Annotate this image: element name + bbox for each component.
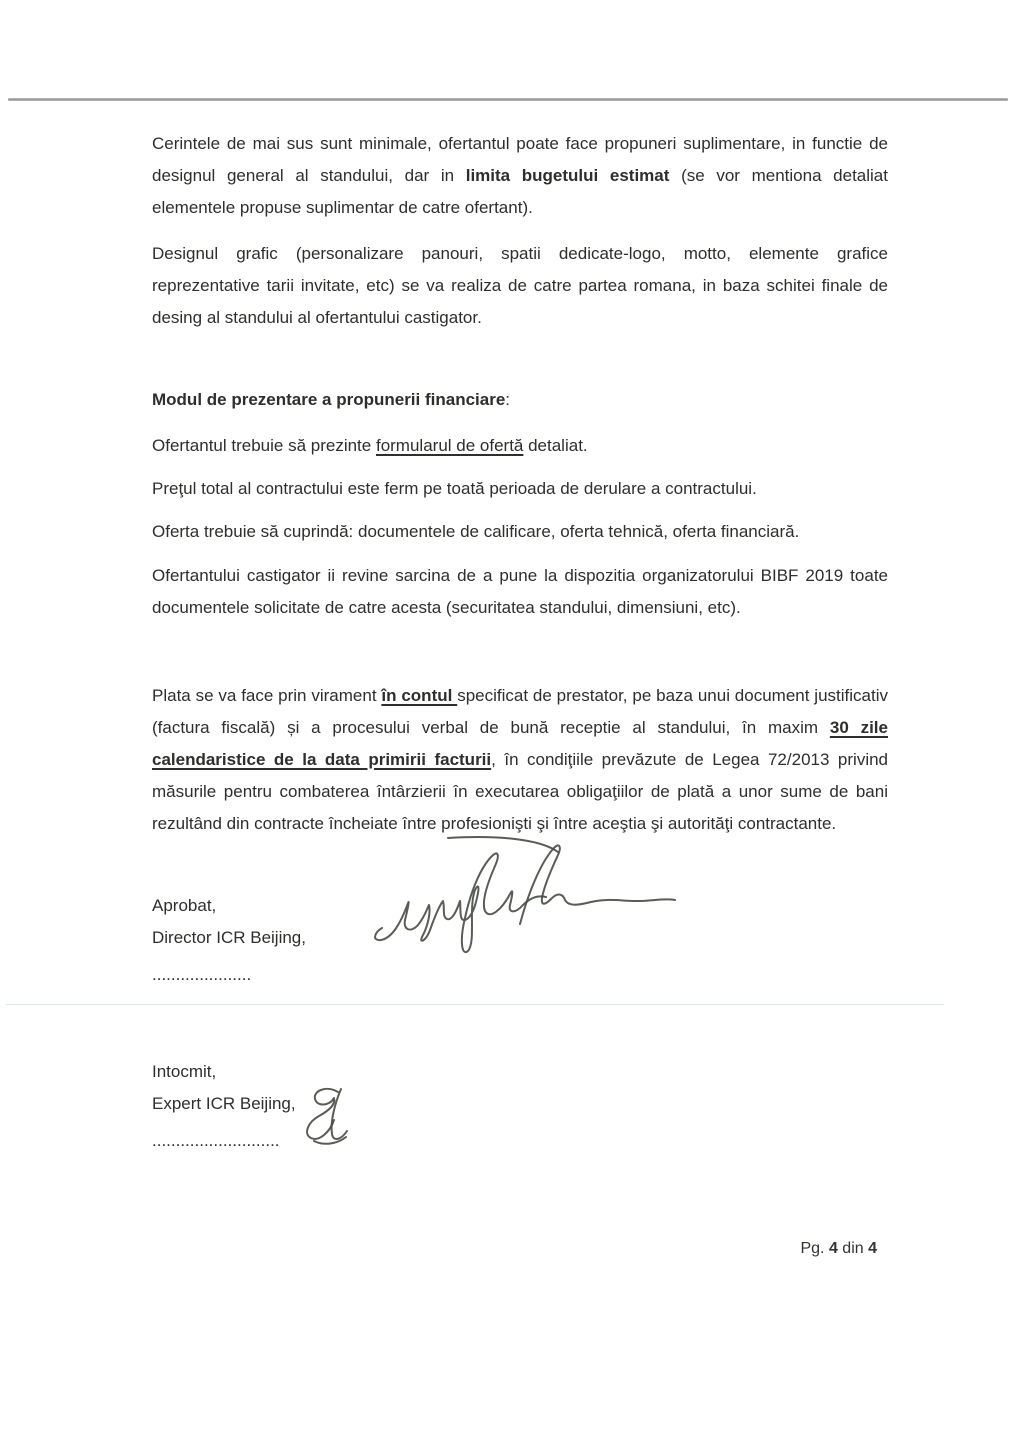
approval-block: [152, 890, 306, 991]
text-segment: Plata se va face prin virament: [152, 686, 382, 705]
approval-dotted-line: .....................: [152, 965, 252, 984]
text-segment: (se vor mentiona detaliat elementele propuse suplimentar de catre ofertant).: [152, 166, 888, 217]
paragraph-graphic-design: [152, 238, 888, 334]
text-segment: 4: [868, 1240, 877, 1257]
text-segment: limita bugetului estimat: [465, 166, 670, 185]
text-segment: Cerintele de mai sus sunt minimale, ofertantul poate face propuneri suplimentare, in functie de designul general al standului, dar in: [152, 134, 888, 185]
page-number: [800, 1240, 877, 1258]
paragraph-offer-contents: [152, 516, 888, 548]
text-segment: Pg.: [800, 1240, 829, 1257]
text-segment: Ofertantului castigator ii revine sarcina de a pune la dispozitia organizatorului BIBF 2019 toate documentele solicitate de catre acesta (securitatea standului, dimensiuni, etc).: [152, 566, 888, 617]
text-segment: :: [505, 390, 511, 409]
text-segment: specificat de prestator, pe baza unui document justificativ (factura fiscală) și a procesului verbal de bună receptie al standului, în maxim: [152, 686, 888, 737]
paragraph-firm-price: [152, 473, 888, 505]
paragraph-offer-form: [152, 430, 888, 462]
prepared-dotted-line: ...........................: [152, 1131, 280, 1150]
section-heading-financial-proposal: [152, 384, 888, 416]
text-segment: Designul grafic (personalizare panouri, spatii dedicate-logo, motto, elemente grafice reprezentative tarii invitate, etc) se va realiza de catre partea romana, in baza schitei finale de desing al standului al ofertantului castigator.: [152, 244, 888, 327]
text-segment: în contul: [381, 686, 458, 705]
text-segment: Modul de prezentare a propunerii financiare: [152, 390, 506, 409]
paragraph-payment-terms: [152, 680, 888, 840]
director-signature-image: [362, 836, 678, 962]
text-segment: , în condiţiile prevăzute de Legea 72/2013 privind măsurile pentru combaterea întârzierii în executarea obligaţiilor de plată a unor sume de bani rezultând din contracte încheiate între profesionişti şi între aceştia şi autorităţi contractante.: [152, 750, 888, 833]
expert-signature-image: [296, 1084, 356, 1146]
text-segment: 30 zile calendaristice de la data primirii facturii: [152, 718, 888, 769]
paragraph-winner-obligations: [152, 560, 888, 624]
approval-role: Director ICR Beijing,: [152, 928, 306, 947]
prepared-label: Intocmit,: [152, 1062, 217, 1081]
text-segment: Oferta trebuie să cuprindă: documentele de calificare, oferta tehnică, oferta financiară.: [152, 522, 800, 541]
approval-label: Aprobat,: [152, 896, 217, 915]
text-segment: 4: [828, 1240, 838, 1257]
text-segment: din: [837, 1240, 869, 1257]
prepared-block: [152, 1056, 296, 1157]
faint-horizontal-rule: [6, 1004, 944, 1005]
text-segment: Ofertantul trebuie să prezinte: [152, 436, 376, 455]
text-segment: Preţul total al contractului este ferm pe toată perioada de derulare a contractului.: [152, 479, 757, 498]
top-horizontal-rule: [8, 98, 1008, 101]
prepared-role: Expert ICR Beijing,: [152, 1094, 296, 1113]
text-segment: formularul de ofertă: [375, 436, 524, 455]
text-segment: detaliat.: [523, 436, 588, 455]
paragraph-requirements: [152, 128, 888, 224]
